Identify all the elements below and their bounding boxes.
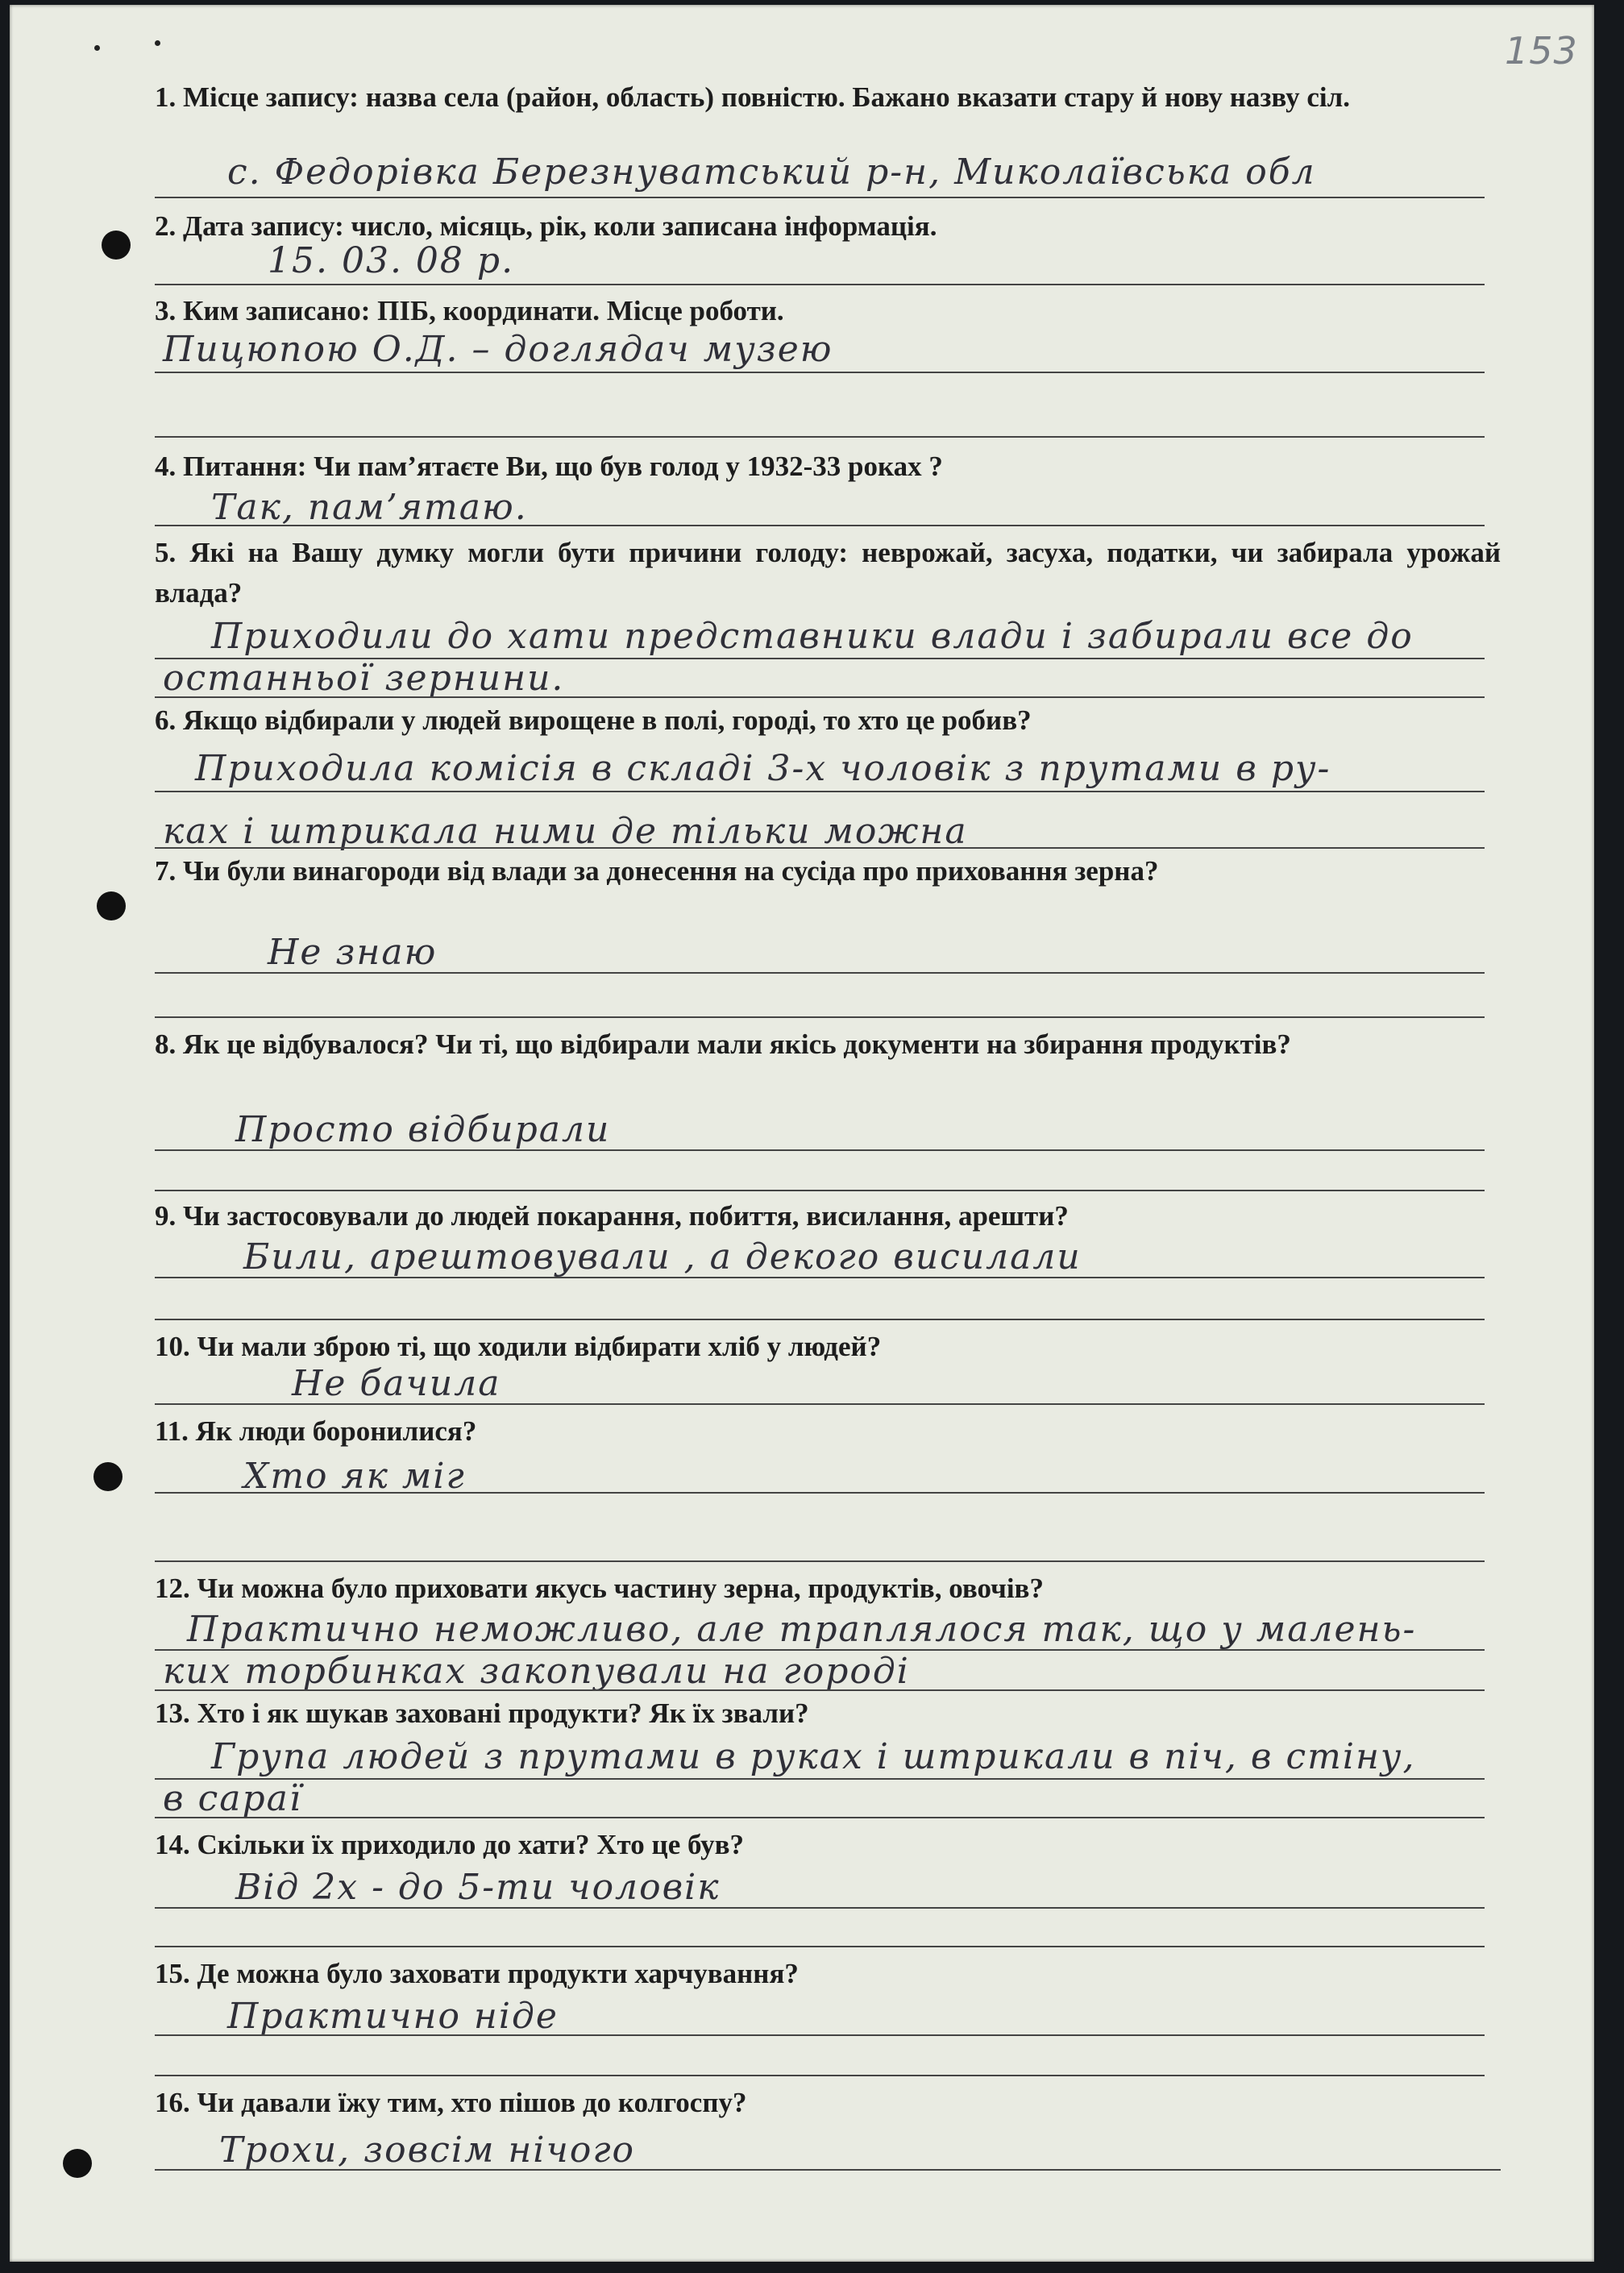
answer-line — [155, 1560, 1485, 1562]
question-14: 14. Скільки їх приходило до хати? Хто це був? — [155, 1829, 745, 1860]
question-12: 12. Чи можна було приховати якусь частину зерна, продуктів, овочів? — [155, 1573, 1044, 1604]
question-9: 9. Чи застосовували до людей покарання, побиття, висилання, арешти? — [155, 1200, 1069, 1232]
answer-16-line-1: Трохи, зовсім нічого — [219, 2130, 636, 2171]
answer-line — [155, 1016, 1485, 1018]
question-5: 5. Які на Вашу думку могли бути причини голоду: неврожай, засуха, податки, чи забирала урожай влада? — [155, 537, 1501, 609]
answer-8-line-1: Просто відбирали — [235, 1109, 611, 1150]
answer-line — [155, 1190, 1485, 1191]
answer-5-line-2: останньої зернини. — [163, 658, 565, 699]
question-1: 1. Місце запису: назва села (район, область) повністю. Бажано вказати стару й нову назву сіл. — [155, 81, 1351, 113]
answer-13-line-2: в сараї — [163, 1778, 302, 1819]
answer-6-line-2: ках і штрикала ними де тільки можна — [163, 811, 968, 852]
question-8: 8. Як це відбувалося? Чи ті, що відбирали мали якісь документи на збирання продуктів? — [155, 1028, 1291, 1060]
answer-13-line-1: Група людей з прутами в руках і штрикали в піч, в стіну, — [211, 1736, 1416, 1777]
question-13: 13. Хто і як шукав заховані продукти? Як їх звали? — [155, 1697, 809, 1729]
answer-line — [155, 696, 1485, 698]
answer-15-line-1: Практично ніде — [227, 1996, 559, 2037]
question-2: 2. Дата запису: число, місяць, рік, коли записана інформація. — [155, 210, 937, 242]
answer-5-line-1: Приходили до хати представники влади і забирали все до — [211, 616, 1414, 657]
answer-2-line-1: 15. 03. 08 р. — [268, 240, 515, 281]
answer-line — [155, 436, 1485, 438]
question-16: 16. Чи давали їжу тим, хто пішов до колгоспу? — [155, 2087, 747, 2118]
answer-line — [155, 1492, 1485, 1494]
answer-line — [155, 791, 1485, 792]
corner-mark — [155, 40, 160, 46]
page-number: 153 — [1505, 29, 1578, 73]
answer-line — [155, 1946, 1485, 1947]
answer-7-line-1: Не знаю — [268, 932, 438, 973]
answer-line — [155, 1277, 1485, 1278]
answer-line — [155, 1319, 1485, 1320]
answer-line — [155, 1149, 1485, 1151]
answer-line — [155, 1817, 1485, 1818]
answer-9-line-1: Били, арештовували , а декого висилали — [243, 1236, 1082, 1278]
answer-10-line-1: Не бачила — [292, 1363, 501, 1404]
punch-hole — [93, 1462, 123, 1491]
question-4: 4. Питання: Чи пам’ятаєте Ви, що був голод у 1932-33 роках ? — [155, 451, 943, 482]
answer-14-line-1: Від 2х - до 5-ти чоловік — [235, 1867, 721, 1908]
question-10: 10. Чи мали зброю ті, що ходили відбирати хліб у людей? — [155, 1331, 882, 1362]
answer-line — [155, 197, 1485, 198]
answer-line — [155, 2034, 1485, 2036]
answer-4-line-1: Так, пам’ятаю. — [211, 487, 528, 528]
punch-hole — [102, 231, 131, 260]
question-3: 3. Ким записано: ПІБ, координати. Місце роботи. — [155, 295, 784, 326]
answer-line — [155, 525, 1485, 526]
punch-hole — [97, 891, 126, 920]
questionnaire-page — [10, 5, 1594, 2262]
question-11: 11. Як люди боронилися? — [155, 1415, 477, 1447]
answer-line — [155, 1403, 1485, 1405]
answer-line — [155, 1689, 1485, 1691]
corner-mark — [94, 45, 100, 51]
answer-line — [155, 1778, 1485, 1780]
answer-line — [155, 372, 1485, 373]
answer-line — [155, 1907, 1485, 1909]
answer-line — [155, 284, 1485, 285]
answer-11-line-1: Хто як міг — [243, 1456, 466, 1497]
answer-6-line-1: Приходила комісія в складі 3-х чоловік з прутами в ру- — [195, 748, 1331, 789]
answer-12-line-2: ких торбинках закопували на городі — [163, 1651, 910, 1692]
question-15: 15. Де можна було заховати продукти харчування? — [155, 1958, 799, 1989]
punch-hole — [63, 2149, 92, 2178]
answer-line — [155, 847, 1485, 849]
answer-line — [155, 2075, 1485, 2076]
question-7: 7. Чи були винагороди від влади за донесення на сусіда про приховання зерна? — [155, 855, 1159, 887]
answer-1-line-1: с. Федорівка Березнуватський р-н, Миколаївська обл — [227, 152, 1316, 193]
answer-3-line-1: Пицюпою О.Д. – доглядач музею — [163, 329, 833, 370]
answer-line — [155, 2169, 1501, 2171]
answer-12-line-1: Практично неможливо, але траплялося так, що у малень- — [187, 1609, 1417, 1650]
question-6: 6. Якщо відбирали у людей вирощене в полі, городі, то хто це робив? — [155, 704, 1032, 736]
answer-line — [155, 972, 1485, 974]
